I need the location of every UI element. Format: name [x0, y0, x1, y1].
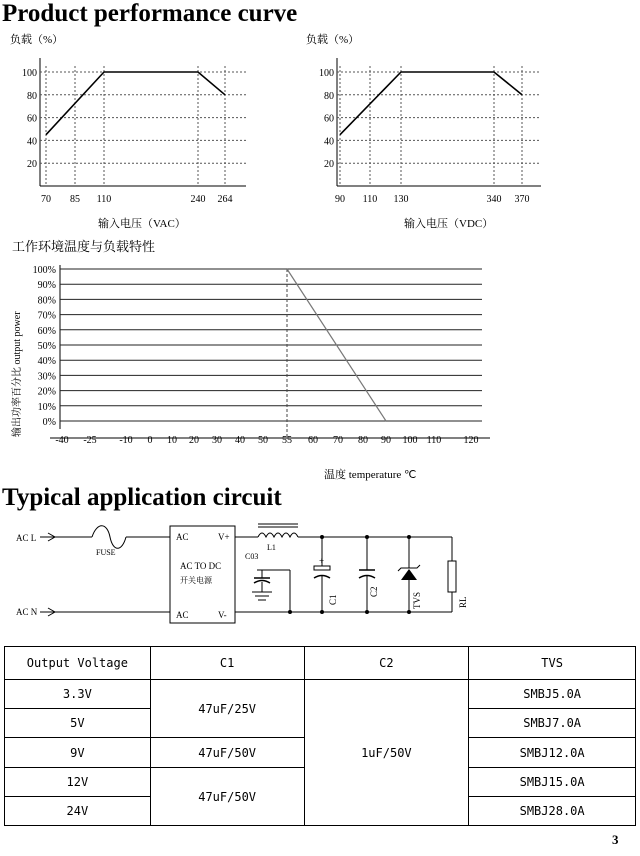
resistor-rl-icon — [448, 561, 456, 592]
chart-temp-xtick-label: 0 — [147, 435, 153, 446]
chart-temp-xtick-label: 40 — [235, 435, 245, 446]
chart-temp-xtick-label: 55 — [282, 435, 292, 446]
header-tvs: TVS — [469, 647, 636, 680]
circuit-label-rl: RL — [458, 596, 468, 608]
chart-vdc — [300, 28, 620, 238]
chart-vac — [0, 28, 320, 238]
voltage-cell: 24V — [5, 797, 151, 826]
chart-temp-xtick-label: 100 — [402, 435, 418, 446]
circuit-label-tvs: TVS — [412, 591, 422, 609]
circuit-label-c2: C2 — [369, 586, 379, 597]
chart-vac-xtick-label: 264 — [217, 194, 233, 205]
voltage-cell: 12V — [5, 768, 151, 797]
capacitor-c1-icon — [314, 566, 330, 570]
chart-vac-ytick-label: 80 — [27, 90, 37, 102]
chart-vac-ytick-label: 20 — [27, 159, 37, 171]
module-name: AC TO DC — [180, 561, 222, 571]
chart-vac-xtick-label: 110 — [96, 194, 112, 205]
chart-temp-xtick-label: 50 — [258, 435, 268, 446]
chart-temp-ytick-label: 40% — [37, 356, 56, 368]
section-title-performance: Product performance curve — [2, 0, 298, 27]
table-row — [5, 680, 636, 709]
chart-vac-xtick-label: 70 — [41, 194, 51, 205]
table-header-row — [5, 647, 636, 680]
chart-vdc-ytick-label: 100 — [319, 68, 334, 79]
section-title-circuit: Typical application circuit — [2, 484, 282, 511]
chart-temp-ytick-label: 80% — [37, 295, 56, 307]
chart-temp-title: 工作环境温度与负载特性 — [12, 239, 156, 254]
c1-cell: 47uF/25V — [150, 680, 304, 738]
chart-vac-xtick-label: 240 — [190, 194, 206, 205]
chart-temp-ytick-label: 10% — [37, 401, 56, 413]
circuit-label-c03: C03 — [245, 552, 259, 561]
chart-temp-ytick-label: 70% — [37, 310, 56, 322]
chart-temp-xtick-label: 110 — [426, 435, 442, 446]
chart-temp-ytick-label: 0% — [42, 417, 56, 428]
chart-vdc-xtick-label: 340 — [486, 194, 502, 205]
chart-temp-ytick-label: 60% — [37, 325, 56, 337]
chart-temp-xtick-label: 60 — [308, 435, 318, 446]
chart-vac-ytick-label: 100 — [22, 68, 37, 79]
inductor-l1-icon — [258, 533, 298, 537]
circuit-diagram — [0, 512, 640, 642]
chart-temp-ytick-label: 90% — [37, 280, 56, 292]
tvs-cell: SMBJ12.0A — [469, 738, 636, 768]
chart-vac-xlabel: 输入电压（VAC） — [98, 218, 186, 230]
chart-vdc-ytick-label: 40 — [324, 136, 334, 148]
chart-vdc-ytick-label: 80 — [324, 90, 334, 102]
c2-cell: 1uF/50V — [304, 680, 469, 826]
c1-polarity-icon: + — [319, 556, 325, 566]
chart-temp-xtick-label: 120 — [463, 435, 479, 446]
chart-temp-xtick-label: -10 — [119, 435, 133, 446]
module-vminus: V- — [218, 610, 227, 620]
voltage-cell: 3.3V — [5, 680, 151, 709]
module-ac-top: AC — [176, 532, 189, 542]
chart-temp-xtick-label: 80 — [358, 435, 368, 446]
chart-vdc-xtick-label: 130 — [393, 194, 409, 205]
chart-vdc-xtick-label: 370 — [514, 194, 530, 205]
capacitor-selection-table — [4, 646, 636, 826]
tvs-diode-icon — [401, 569, 417, 580]
chart-vac-xtick-label: 85 — [70, 194, 80, 205]
circuit-label-acl: AC L — [16, 533, 37, 543]
circuit-label-c1: C1 — [328, 594, 338, 605]
header-c1: C1 — [150, 647, 304, 680]
chart-temp-ytick-label: 100% — [32, 265, 56, 276]
page-number: 3 — [612, 832, 619, 847]
chart-temp-xtick-label: -40 — [55, 435, 69, 446]
module-cn-name: 开关电源 — [180, 576, 212, 585]
circuit-label-l1: L1 — [267, 543, 276, 552]
tvs-cell: SMBJ5.0A — [469, 680, 636, 709]
header-c2: C2 — [304, 647, 469, 680]
tvs-cell: SMBJ28.0A — [469, 797, 636, 826]
chart-temp-ytick-label: 30% — [37, 371, 56, 383]
circuit-label-fuse: FUSE — [96, 548, 116, 557]
tvs-cell: SMBJ7.0A — [469, 709, 636, 738]
chart-temperature — [0, 232, 520, 484]
chart-temp-ytick-label: 50% — [37, 341, 56, 352]
chart-vdc-ytick-label: 20 — [324, 159, 334, 171]
tvs-cell: SMBJ15.0A — [469, 768, 636, 797]
chart-temp-ylabel: 输出功率百分比 output power — [12, 311, 23, 437]
chart-vdc-xlabel: 输入电压（VDC） — [404, 218, 494, 230]
fuse-symbol-icon — [92, 526, 126, 549]
chart-temp-xtick-label: 90 — [381, 435, 391, 446]
chart-temp-xtick-label: 70 — [333, 435, 343, 446]
c1-cell: 47uF/50V — [150, 738, 304, 768]
chart-temp-xtick-label: -25 — [83, 435, 97, 446]
chart-vdc-xtick-label: 110 — [362, 194, 378, 205]
chart-vac-ylabel: 负载（%） — [10, 34, 64, 46]
c1-cell: 47uF/50V — [150, 768, 304, 826]
chart-vac-ytick-label: 40 — [27, 136, 37, 148]
voltage-cell: 9V — [5, 738, 151, 768]
header-output-voltage: Output Voltage — [5, 647, 151, 680]
module-vplus: V+ — [218, 532, 230, 542]
chart-vdc-ytick-label: 60 — [324, 113, 334, 125]
chart-vdc-ylabel: 负载（%） — [306, 34, 360, 46]
chart-temp-xtick-label: 30 — [212, 435, 222, 446]
voltage-cell: 5V — [5, 709, 151, 738]
chart-temp-xtick-label: 10 — [167, 435, 177, 446]
chart-vac-ytick-label: 60 — [27, 113, 37, 125]
chart-temp-xlabel: 温度 temperature ℃ — [324, 469, 417, 481]
chart-temp-xtick-label: 20 — [189, 435, 199, 446]
chart-vdc-xtick-label: 90 — [335, 194, 345, 205]
chart-vdc-curve — [340, 72, 522, 135]
chart-temp-ytick-label: 20% — [37, 386, 56, 398]
module-ac-bottom: AC — [176, 610, 189, 620]
circuit-label-acn: AC N — [16, 607, 38, 617]
